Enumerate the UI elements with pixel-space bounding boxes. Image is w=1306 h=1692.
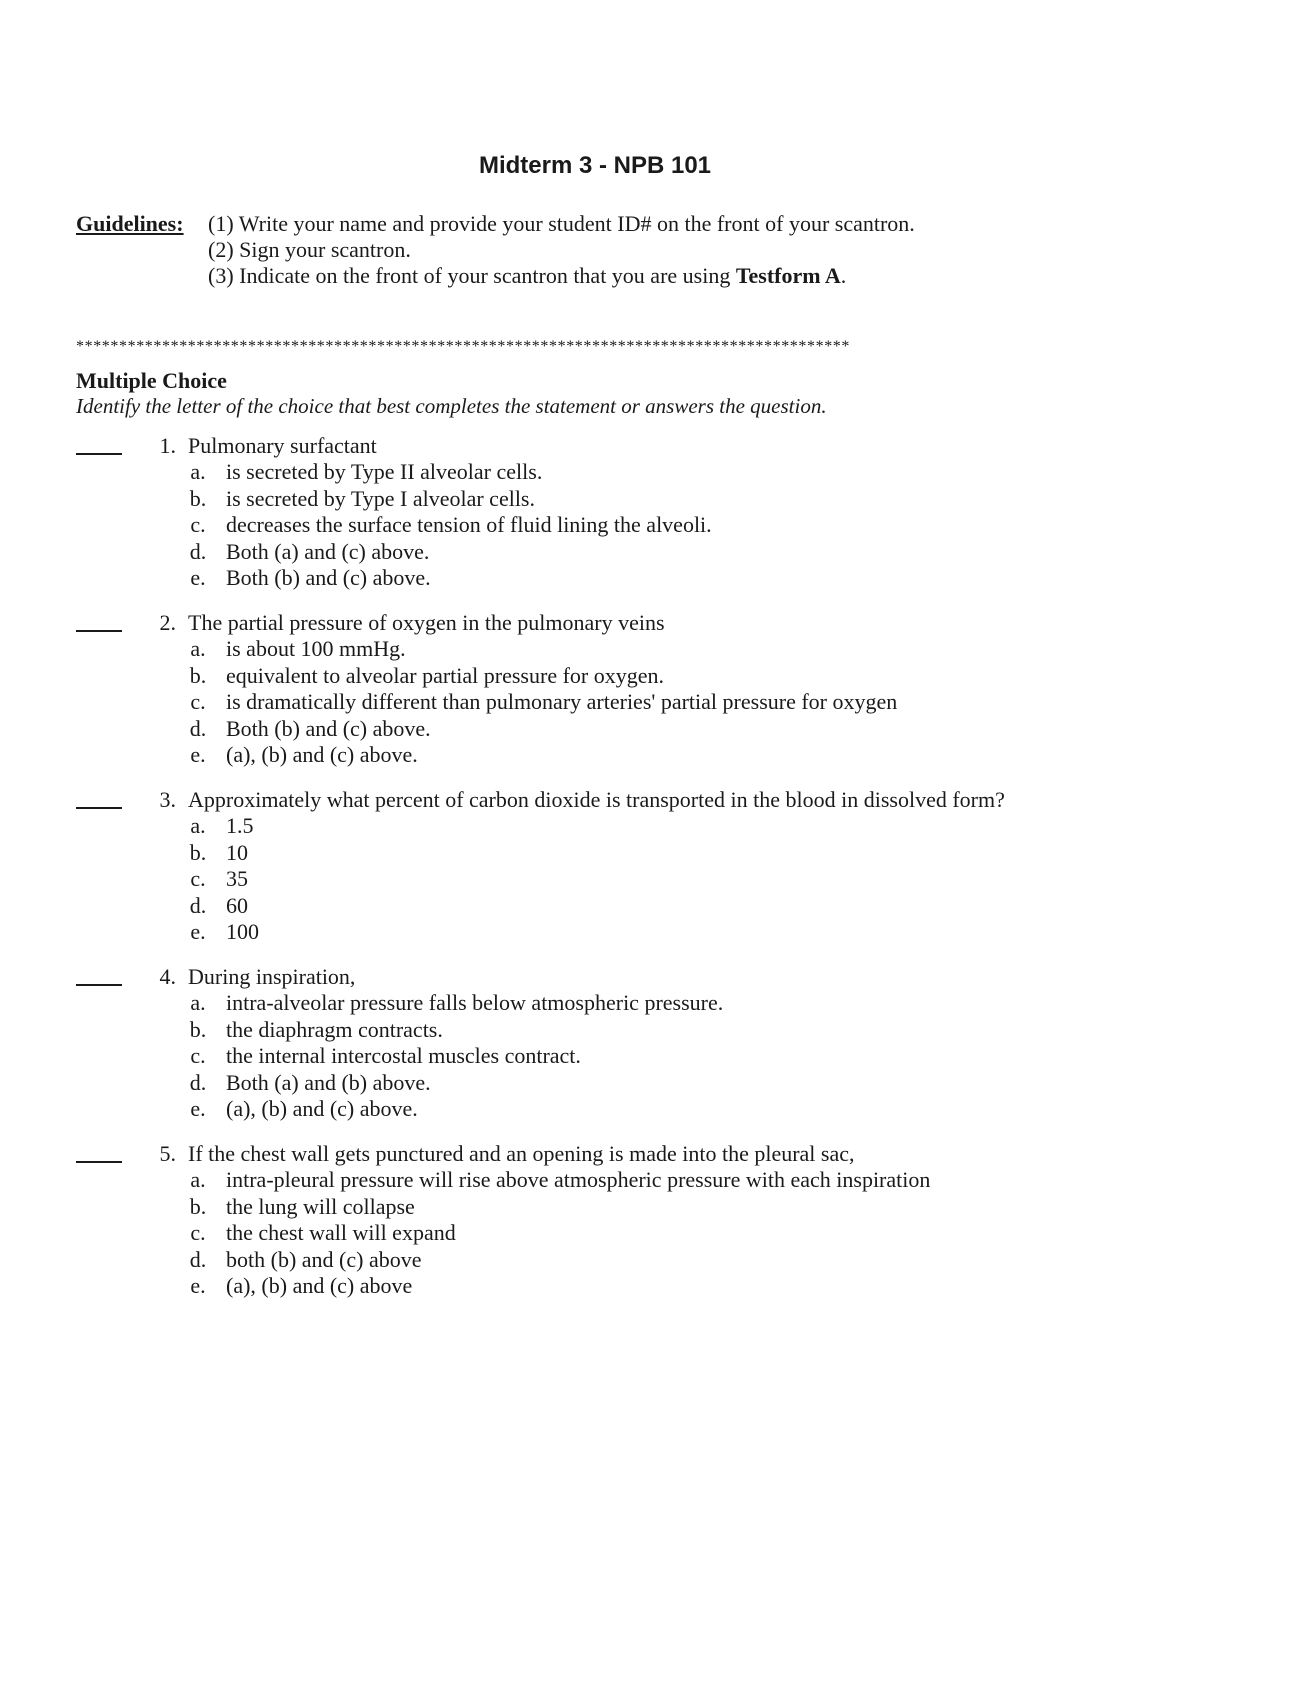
choice-letter: c. — [190, 1043, 206, 1068]
choice-letter: c. — [190, 512, 206, 537]
guidelines-list — [208, 211, 915, 289]
answer-blank[interactable] — [76, 610, 122, 632]
question-stem: Pulmonary surfactant — [188, 433, 377, 458]
question-number: 2. — [159, 610, 176, 635]
choice-text: the chest wall will expand — [226, 1220, 456, 1245]
choice-letter: c. — [190, 689, 206, 714]
choice-letter: a. — [190, 636, 206, 661]
guideline-item: (1) Write your name and provide your student ID# on the front of your scantron. — [208, 211, 915, 236]
choice-letter: a. — [190, 813, 206, 838]
choice-text: 100 — [226, 919, 259, 944]
answer-blank[interactable] — [76, 787, 122, 809]
answer-blank[interactable] — [76, 1141, 122, 1163]
choice-letter: a. — [190, 459, 206, 484]
question-stem: The partial pressure of oxygen in the pulmonary veins — [188, 610, 665, 635]
choice-text: the diaphragm contracts. — [226, 1016, 443, 1042]
choice-letter: d. — [189, 1069, 207, 1095]
answer-blank[interactable] — [76, 964, 122, 986]
choice-letter: b. — [189, 839, 207, 865]
question-stem: Approximately what percent of carbon dioxide is transported in the blood in dissolved form? — [188, 787, 1005, 812]
section-instructions: Identify the letter of the choice that best completes the statement or answers the question. — [76, 394, 827, 418]
guideline-item — [208, 263, 915, 289]
choice-text: the lung will collapse — [226, 1193, 415, 1219]
choice-letter: d. — [189, 715, 207, 741]
choice-letter: b. — [189, 662, 207, 688]
question-number: 5. — [159, 1141, 176, 1166]
choice-text: 35 — [226, 866, 248, 891]
choice-letter: b. — [189, 1193, 207, 1219]
choice-letter: e. — [190, 919, 206, 944]
choice-text: equivalent to alveolar partial pressure for oxygen. — [226, 662, 665, 688]
choice-text: decreases the surface tension of fluid lining the alveoli. — [226, 512, 712, 537]
choice-letter: d. — [189, 538, 207, 564]
choice-text: the internal intercostal muscles contract. — [226, 1043, 581, 1068]
choice-text: 10 — [226, 839, 248, 865]
choice-letter: e. — [190, 565, 206, 590]
choice-letter: a. — [190, 1167, 206, 1192]
choice-text: Both (a) and (b) above. — [226, 1069, 431, 1095]
choice-letter: d. — [189, 892, 207, 918]
question-stem: During inspiration, — [188, 964, 356, 989]
testform-label: Testform A — [735, 263, 841, 288]
choice-letter: e. — [190, 1096, 206, 1121]
choice-letter: c. — [190, 1220, 206, 1245]
choice-letter: c. — [190, 866, 206, 891]
choice-text: intra-alveolar pressure falls below atmospheric pressure. — [226, 990, 724, 1015]
question-number: 3. — [159, 787, 176, 812]
guideline-item: (2) Sign your scantron. — [208, 237, 411, 262]
question-number: 4. — [159, 964, 176, 989]
choice-letter: a. — [190, 990, 206, 1015]
section-title: Multiple Choice — [76, 368, 227, 393]
choice-text: intra-pleural pressure will rise above atmospheric pressure with each inspiration — [226, 1167, 931, 1192]
question-number: 1. — [159, 433, 176, 458]
choice-text: Both (a) and (c) above. — [226, 538, 430, 564]
choice-text: is secreted by Type I alveolar cells. — [226, 485, 535, 511]
separator-line: ****************************************************************************************** — [76, 338, 850, 355]
answer-blank[interactable] — [76, 433, 122, 455]
choice-text: 1.5 — [226, 813, 254, 838]
page-title: Midterm 3 - NPB 101 — [478, 152, 712, 179]
guidelines-label: Guidelines: — [76, 211, 184, 236]
choice-text: (a), (b) and (c) above. — [226, 742, 418, 767]
choice-text: (a), (b) and (c) above — [226, 1273, 413, 1298]
choice-text: Both (b) and (c) above. — [226, 565, 431, 590]
choice-text: (a), (b) and (c) above. — [226, 1096, 418, 1121]
choice-text: Both (b) and (c) above. — [226, 715, 431, 741]
choice-text: both (b) and (c) above — [226, 1246, 422, 1272]
choice-text: is dramatically different than pulmonary arteries' partial pressure for oxygen — [226, 689, 898, 714]
guideline-item-suffix: . — [840, 263, 847, 288]
choice-text: is about 100 mmHg. — [226, 636, 406, 661]
choice-letter: e. — [190, 742, 206, 767]
choice-letter: e. — [190, 1273, 206, 1298]
choice-letter: b. — [189, 1016, 207, 1042]
choice-letter: b. — [189, 485, 207, 511]
question-stem: If the chest wall gets punctured and an opening is made into the pleural sac, — [188, 1141, 855, 1166]
choice-text: is secreted by Type II alveolar cells. — [226, 459, 543, 484]
choice-letter: d. — [189, 1246, 207, 1272]
guideline-item-text: (3) Indicate on the front of your scantron that you are using — [208, 263, 736, 288]
choice-text: 60 — [226, 892, 248, 918]
